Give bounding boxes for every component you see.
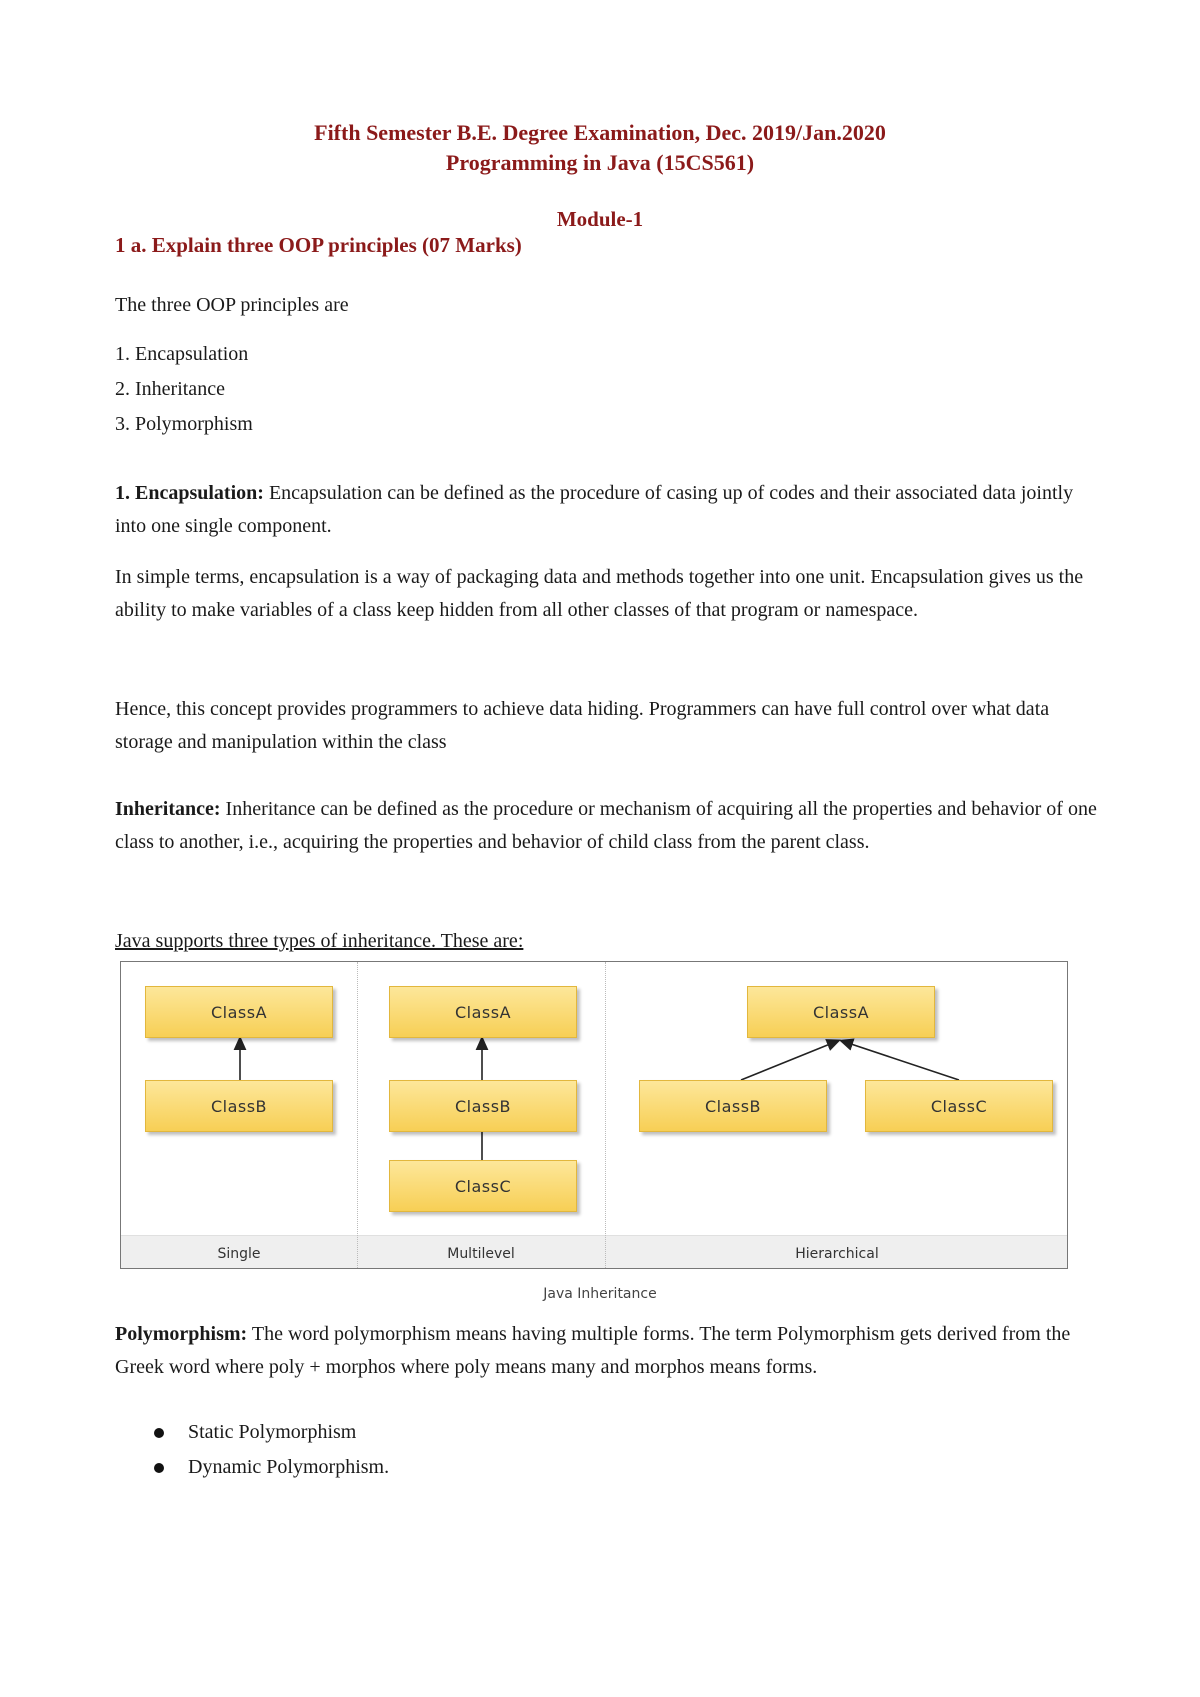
hierarchical-class-c-box: ClassC (865, 1080, 1053, 1132)
multilevel-class-c-box: ClassC (389, 1160, 577, 1212)
inheritance-label: Inheritance: (115, 798, 221, 820)
list-item: 1. Encapsulation (115, 343, 249, 365)
list-item: 2. Inheritance (115, 378, 225, 400)
hierarchical-class-a-box: ClassA (747, 986, 935, 1038)
polymorphism-label: Polymorphism: (115, 1323, 248, 1345)
hierarchical-arrow-left (741, 1042, 835, 1080)
polymorphism-definition: The word polymorphism means having multiple forms. The term Polymorphism gets derived from the Greek word where poly + morphos where poly means many and morphos means forms. (115, 1323, 1071, 1378)
list-item: 3. Polymorphism (115, 413, 253, 435)
diagram-caption: Java Inheritance (543, 1286, 657, 1302)
inheritance-definition: Inheritance can be defined as the procedure or mechanism of acquiring all the properties and behavior of one class to another, i.e., acquiring the properties and behavior of child class from the parent class. (115, 798, 1097, 853)
inheritance-diagram (120, 961, 1068, 1269)
encapsulation-paragraph (115, 477, 1100, 543)
exam-title: Fifth Semester B.E. Degree Examination, Dec. 2019/Jan.2020 (314, 120, 886, 145)
bullet-icon (154, 1428, 164, 1438)
polymorphism-types-list (150, 1415, 389, 1485)
single-label: Single (217, 1246, 261, 1262)
inheritance-paragraph (115, 793, 1100, 859)
polymorphism-paragraph (115, 1318, 1100, 1384)
hierarchical-arrow-right (845, 1042, 959, 1080)
multilevel-class-b-box: ClassB (389, 1080, 577, 1132)
list-item (150, 1450, 389, 1485)
bullet-icon (154, 1463, 164, 1473)
list-item (150, 1415, 389, 1450)
question-heading: 1 a. Explain three OOP principles (07 Marks) (115, 233, 522, 257)
inheritance-types-intro: Java supports three types of inheritance. These are: (115, 930, 524, 952)
multilevel-class-a-box: ClassA (389, 986, 577, 1038)
encapsulation-definition: Encapsulation can be defined as the procedure of casing up of codes and their associated data jointly into one single component. (115, 482, 1074, 537)
document-header (0, 118, 1200, 234)
hierarchical-class-b-box: ClassB (639, 1080, 827, 1132)
hierarchical-label: Hierarchical (795, 1246, 879, 1262)
intro-text: The three OOP principles are (115, 294, 349, 316)
bullet-text: Dynamic Polymorphism. (188, 1456, 390, 1478)
principles-list (115, 337, 1100, 442)
course-title: Programming in Java (15CS561) (445, 150, 755, 175)
module-title: Module-1 (556, 207, 644, 231)
single-class-a-box: ClassA (145, 986, 333, 1038)
multilevel-label: Multilevel (447, 1246, 515, 1262)
single-class-b-box: ClassB (145, 1080, 333, 1132)
bullet-text: Static Polymorphism (188, 1421, 357, 1443)
encapsulation-paragraph-3: Hence, this concept provides programmers to achieve data hiding. Programmers can have full control over what data storage and manipulation within the class (115, 698, 1050, 753)
encapsulation-label: 1. Encapsulation: (115, 482, 264, 504)
encapsulation-paragraph-2: In simple terms, encapsulation is a way of packaging data and methods together into one unit. Encapsulation gives us the ability to make variables of a class keep hidden from all other classes of that program or namespace. (115, 566, 1084, 621)
